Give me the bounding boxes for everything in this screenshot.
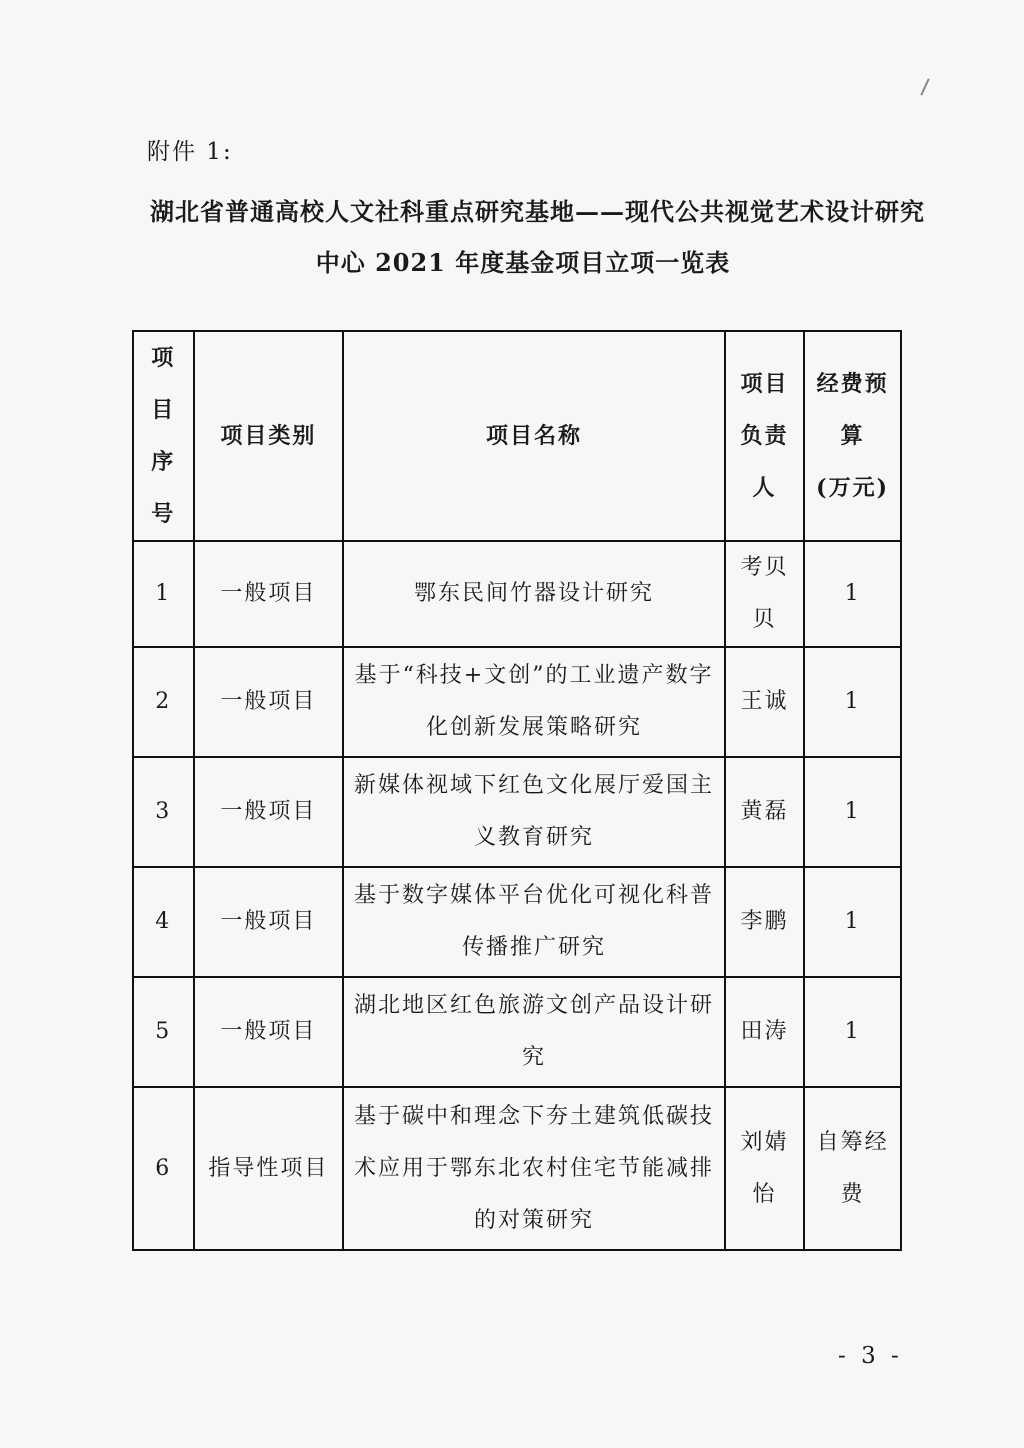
- cell-no: 4: [133, 867, 194, 977]
- cell-leader: 黄磊: [725, 757, 804, 867]
- cell-budget: 自筹经费: [804, 1087, 901, 1250]
- cell-no: 6: [133, 1087, 194, 1250]
- cell-name: 鄂东民间竹器设计研究: [343, 541, 725, 647]
- cell-budget: 1: [804, 757, 901, 867]
- cell-budget: 1: [804, 867, 901, 977]
- table-row: [133, 647, 901, 757]
- table-row: [133, 757, 901, 867]
- cell-budget: 1: [804, 977, 901, 1087]
- cell-budget: 1: [804, 541, 901, 647]
- cell-category: 一般项目: [194, 867, 344, 977]
- cell-no: 2: [133, 647, 194, 757]
- projects-table: [132, 330, 902, 1251]
- table-header-row: [133, 331, 901, 541]
- cell-leader: 刘婧怡: [725, 1087, 804, 1250]
- cell-category: 一般项目: [194, 647, 344, 757]
- cell-leader: 李鹏: [725, 867, 804, 977]
- header-no: 项目 序号: [133, 331, 194, 541]
- cell-name: 基于“科技+文创”的工业遗产数字化创新发展策略研究: [343, 647, 725, 757]
- document-title-line2: 中心 2021 年度基金项目立项一览表: [315, 248, 731, 277]
- cell-category: 指导性项目: [194, 1087, 344, 1250]
- cell-no: 1: [133, 541, 194, 647]
- cell-name: 湖北地区红色旅游文创产品设计研究: [343, 977, 725, 1087]
- cell-no: 5: [133, 977, 194, 1087]
- header-budget: 经费预算 (万元): [804, 331, 901, 541]
- cell-name: 基于数字媒体平台优化可视化科普传播推广研究: [343, 867, 725, 977]
- cell-no: 3: [133, 757, 194, 867]
- table-row: [133, 541, 901, 647]
- header-category: 项目类别: [194, 331, 344, 541]
- cell-leader: 田涛: [725, 977, 804, 1087]
- cell-name: 基于碳中和理念下夯土建筑低碳技术应用于鄂东北农村住宅节能减排的对策研究: [343, 1087, 725, 1250]
- header-name: 项目名称: [343, 331, 725, 541]
- cell-category: 一般项目: [194, 977, 344, 1087]
- table-row: [133, 1087, 901, 1250]
- cell-name: 新媒体视域下红色文化展厅爱国主义教育研究: [343, 757, 725, 867]
- header-leader: 项目 负责人: [725, 331, 804, 541]
- attachment-label: 附件 1:: [147, 139, 233, 165]
- scan-mark: [920, 78, 929, 95]
- cell-category: 一般项目: [194, 541, 344, 647]
- table-row: [133, 977, 901, 1087]
- cell-leader: 考贝贝: [725, 541, 804, 647]
- cell-category: 一般项目: [194, 757, 344, 867]
- cell-leader: 王诚: [725, 647, 804, 757]
- page-number: - 3 -: [838, 1343, 903, 1369]
- cell-budget: 1: [804, 647, 901, 757]
- document-title-line1: 湖北省普通高校人文社科重点研究基地——现代公共视觉艺术设计研究: [150, 197, 925, 226]
- table-row: [133, 867, 901, 977]
